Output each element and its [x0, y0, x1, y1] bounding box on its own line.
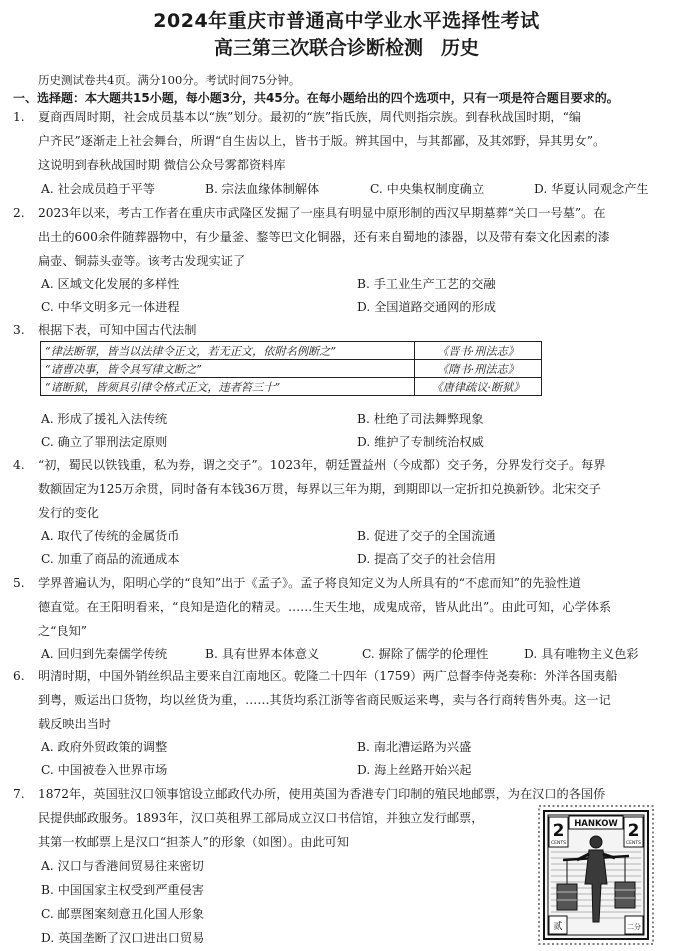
question-text: 学界普遍认为，阳明心学的“良知”出于《孟子》。孟子将良知定义为人所具有的“不虑而知”的先验性道: [38, 576, 581, 590]
option-d: D. 英国垄断了汉口进出口贸易: [41, 931, 205, 945]
stamp-unit-left: CENTS: [551, 841, 566, 846]
exam-subtitle: [0, 33, 693, 60]
option-a: A. 区域文化发展的多样性: [41, 277, 180, 291]
question-text: 数额固定为125万余贯，同时备有本钱36万贯，每界以三年为期，到期即以一定折扣兑换新钞。北宋交子: [38, 482, 601, 496]
option-a: A. 政府外贸政策的调整: [41, 740, 168, 754]
stamp-char-left: 贰: [553, 922, 563, 932]
option-b: B. 南北漕运路为兴盛: [357, 740, 472, 754]
option-b: B. 具有世界本体意义: [205, 647, 320, 661]
option-c: C. 中国被卷入世界市场: [41, 763, 168, 777]
stamp-illustration: [537, 804, 655, 946]
question-text: 载反映出当时: [38, 717, 112, 731]
question-text: 之“良知”: [38, 624, 88, 638]
table-cell-source: 《晋书·刑法志》: [415, 342, 542, 360]
question-number: 5.: [13, 576, 25, 590]
exam-title: 2024年重庆市普通高中学业水平选择性考试: [153, 10, 540, 32]
option-c: C. 确立了罪刑法定原则: [41, 435, 168, 449]
stamp-value-left: 2: [552, 821, 565, 841]
stamp-char-right: 二分: [627, 923, 641, 931]
option-c: C. 加重了商品的流通成本: [41, 552, 180, 566]
question-text: 根据下表，可知中国古代法制: [38, 323, 197, 337]
table-cell-source: 《唐律疏议·断狱》: [415, 378, 542, 396]
option-c: C. 中华文明多元一体进程: [41, 300, 180, 314]
question-text: 出土的600余件随葬器物中，有少量釜、鍪等巴文化铜器，还有来自蜀地的漆器，以及带有秦文化因素的漆: [38, 230, 610, 244]
option-b: B. 中国国家主权受到严重侵害: [41, 883, 204, 897]
section-heading: 一、选择题：本大题共15小题，每小题3分，共45分。在每小题给出的四个选项中，只有一项是符合题目要求的。: [13, 91, 619, 105]
option-d: D. 提高了交子的社会信用: [357, 552, 496, 566]
question-number: 3.: [13, 323, 25, 337]
stamp-banner: HANKOW: [574, 819, 618, 829]
option-d: D. 海上丝路开始兴起: [357, 763, 472, 777]
question-text: 德直觉。在王阳明看来，“良知是造化的精灵。……生天生地，成鬼成帝，皆从此出”。由此可知，心学体系: [38, 600, 612, 614]
question-number: 1.: [13, 110, 25, 124]
question-text: 夏商西周时期，社会成员基本以“族”划分。最初的“族”指氏族，周代则指宗族。到春秋战国时期，“编: [38, 110, 582, 124]
exam-info: 历史测试卷共4页。满分100分。考试时间75分钟。: [38, 73, 301, 87]
option-d: D. 维护了专制统治权威: [357, 435, 484, 449]
table-row: [41, 360, 542, 378]
table-row: [41, 378, 542, 396]
question-text: 发行的变化: [38, 506, 99, 520]
option-c: C. 中央集权制度确立: [370, 182, 485, 196]
exam-subject: 历史: [441, 37, 480, 59]
question-number: 4.: [13, 458, 25, 472]
exam-subtitle-main: 高三第三次联合诊断检测: [213, 37, 423, 59]
question-text: 1872年，英国驻汉口领事馆设立邮政代办所，使用英国为香港专门印制的殖民地邮票，为在汉口的各国侨: [38, 787, 606, 801]
law-table: [40, 341, 542, 396]
table-row: [41, 342, 542, 360]
option-b: B. 宗法血缘体制解体: [205, 182, 320, 196]
question-text: 明清时期，中国外销丝织品主要来自江南地区。乾隆二十四年（1759）两广总督李侍尧奏称：外洋各国夷船: [38, 669, 618, 683]
option-a: A. 社会成员趋于平等: [41, 182, 156, 196]
option-b: B. 促进了交子的全国流通: [357, 529, 496, 543]
option-b: B. 杜绝了司法舞弊现象: [357, 412, 484, 426]
question-number: 6.: [13, 669, 25, 683]
question-text: 户齐民”逐渐走上社会舞台，所谓“自生齿以上，皆书于版。辨其国中，与其都鄙，及其郊野，异其男女”。: [38, 134, 606, 148]
table-cell-quote: “诸曹决事，皆令具写律文断之”: [41, 360, 415, 378]
stamp-unit-right: CENTS: [626, 841, 641, 846]
option-d: D. 华夏认同观念产生: [534, 182, 649, 196]
question-number: 2.: [13, 206, 25, 220]
option-c: C. 邮票图案刻意丑化国人形象: [41, 907, 204, 921]
question-text: 扁壶、铜蒜头壶等。该考古发现实证了: [38, 254, 246, 268]
option-a: A. 形成了援礼入法传统: [41, 412, 168, 426]
table-cell-quote: “诸断狱，皆须具引律令格式正文，违者笞三十”: [41, 378, 415, 396]
question-text: 其第一枚邮票上是汉口“担茶人”的形象（如图）。由此可知: [38, 835, 350, 849]
option-d: D. 全国道路交通网的形成: [357, 300, 496, 314]
question-text: 2023年以来，考古工作者在重庆市武隆区发掘了一座具有明显中原形制的西汉早期墓葬“关口一号墓”。在: [38, 206, 606, 220]
option-c: C. 摒除了儒学的伦理性: [362, 647, 489, 661]
option-d: D. 具有唯物主义色彩: [524, 647, 639, 661]
option-b: B. 手工业生产工艺的交融: [357, 277, 496, 291]
question-text: 到粤，贩运出口货物，均以丝货为重，……其货均系江浙等省商民贩运来粤，卖与各行商转售外夷。这一记: [38, 693, 611, 707]
question-text: 民提供邮政服务。1893年，汉口英租界工部局成立汉口书信馆，并独立发行邮票，: [38, 811, 484, 825]
stamp-value-right: 2: [627, 821, 640, 841]
question-number: 7.: [13, 787, 25, 801]
question-text: 这说明到春秋战国时期 微信公众号雾都资料库: [38, 158, 286, 172]
hankow-stamp-figure: [537, 804, 655, 946]
question-text: “初，蜀民以铁钱重，私为券，谓之交子”。1023年，朝廷置益州（今成都）交子务，分界发行交子。每界: [38, 458, 606, 472]
option-a: A. 汉口与香港间贸易往来密切: [41, 859, 204, 873]
option-a: A. 回归到先秦儒学传统: [41, 647, 168, 661]
table-cell-source: 《隋书·刑法志》: [415, 360, 542, 378]
option-a: A. 取代了传统的金属货币: [41, 529, 180, 543]
table-cell-quote: “律法断罪，皆当以法律令正文，若无正文，依附名例断之”: [41, 342, 415, 360]
